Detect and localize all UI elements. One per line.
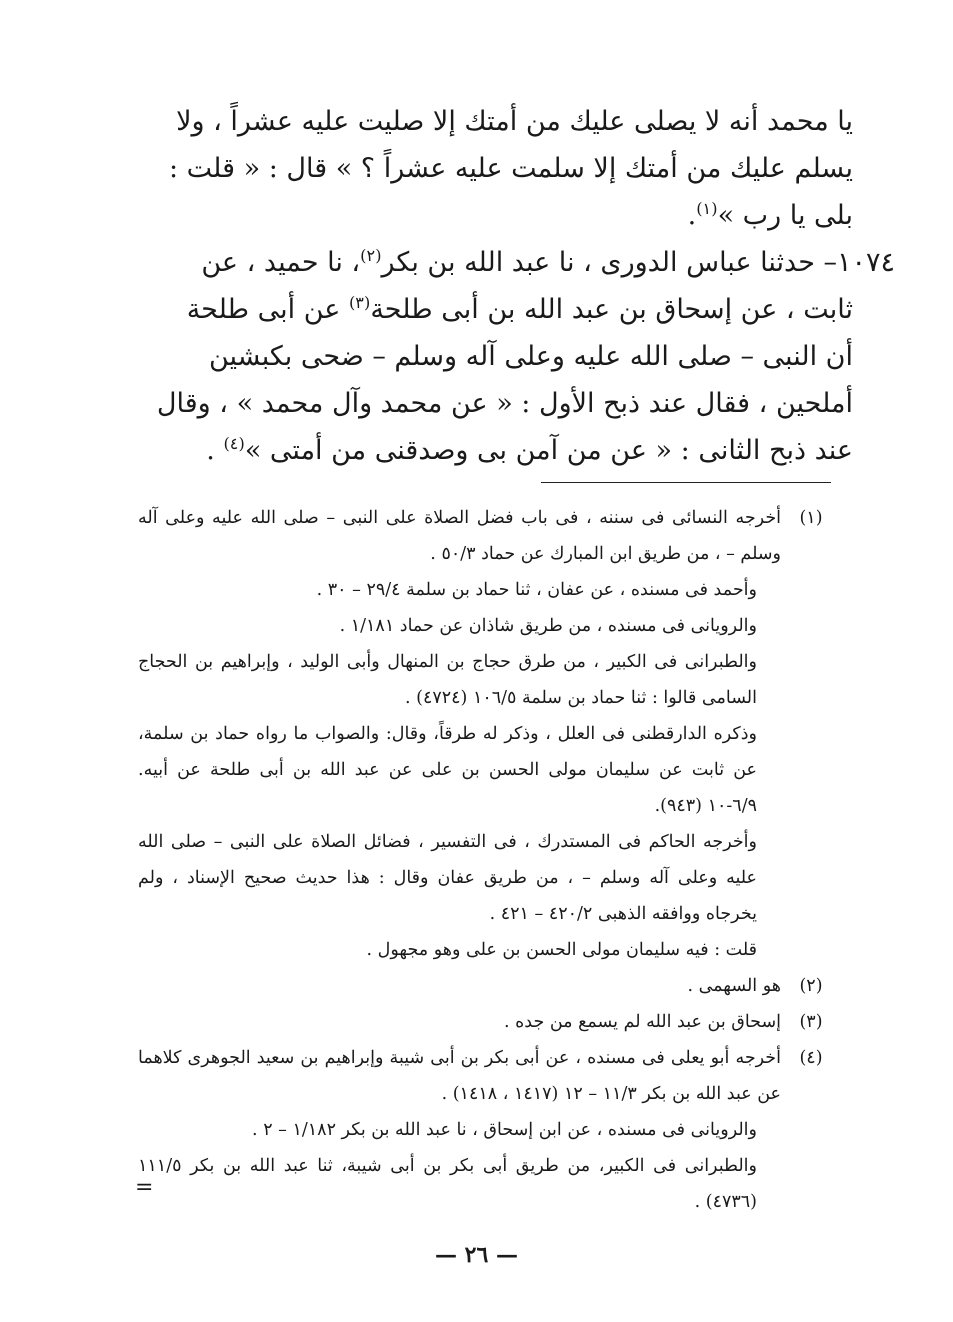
footnote-1 <box>138 500 833 968</box>
footnotes <box>138 500 833 1220</box>
main-line: يسلم عليك من أمتك إلا سلمت عليه عشراً ؟ » قال : « قلت : <box>168 153 853 184</box>
footnote-text: وذكره الدارقطنى فى العلل ، وذكر له طرقاً، وقال: والصواب ما رواه حماد بن سلمة، عن ثابت عن سليمان مولى الحسن بن على عن عبد الله بن أبى طلحة عن أبيه. ٦/٩-١٠ (٩٤٣). <box>138 724 757 816</box>
footnote-mark: (٣) <box>799 1012 823 1032</box>
main-line: بلى يا رب »$^{(١)}$. <box>687 199 853 231</box>
hadith-line: أن النبى – صلى الله عليه وعلى آله وسلم – ضحى بكبشين <box>208 341 853 372</box>
hadith-line: ١٠٧٤– حدثنا عباس الدورى ، نا عبد الله بن بكر$^{(٢)}$، نا حميد ، عن <box>201 246 895 278</box>
footnote-ref[interactable]: (١) <box>696 199 718 218</box>
footnote-separator <box>541 482 831 483</box>
footnote-text: وأحمد فى مسنده ، عن عفان ، ثنا حماد بن سلمة ٢٩/٤ – ٣٠ . <box>316 580 757 600</box>
footnote-ref[interactable]: (٣) <box>348 293 371 312</box>
footnote-4 <box>138 1040 833 1220</box>
footnote-text: أخرجه النسائى فى سننه ، فى باب فضل الصلاة على النبى – صلى الله عليه وعلى آله وسلم – ، من طريق ابن المبارك عن حماد ٥٠/٣ . <box>138 508 781 564</box>
footnote-text: وأخرجه الحاكم فى المستدرك ، فى التفسير ، فضائل الصلاة على النبى – صلى الله عليه وعلى آله وسلم – ، من طريق عفان وقال : هذا حديث صحيح الإسناد ، ولم يخرجاه ووافقه الذهبى ٤٢٠/٢ – ٤٢١ . <box>138 832 757 924</box>
hadith-line: أملحين ، فقال عند ذبح الأول : « عن محمد وآل محمد » ، وقال <box>156 388 853 419</box>
continuation-mark: = <box>135 1175 154 1200</box>
footnote-2 <box>138 968 833 1004</box>
hadith-line: عند ذبح الثانى : « عن من آمن بى وصدقنى من أمتى »$^{(٤)}$ . <box>206 434 853 466</box>
footnote-ref[interactable]: (٤) <box>223 434 245 453</box>
footnote-text: قلت : فيه سليمان مولى الحسن بن على وهو مجهول . <box>366 940 757 960</box>
footnote-mark: (١) <box>799 508 823 528</box>
hadith-line: ثابت ، عن إسحاق بن عبد الله بن أبى طلحة$^{(٣)}$ عن أبى طلحة <box>186 293 853 325</box>
footnote-text: والطبرانى فى الكبير ، من طرق حجاج بن المنهال وأبى الوليد ، وإبراهيم بن الحجاج السامى قالوا : ثنا حماد بن سلمة ١٠٦/٥ (٤٧٢٤) . <box>138 652 757 708</box>
footnote-ref[interactable]: (٢) <box>360 246 382 265</box>
footnote-text: والرويانى فى مسنده ، من طريق شاذان عن حماد ١/١٨١ . <box>339 616 757 636</box>
footnote-mark: (٤) <box>799 1048 823 1068</box>
hadith-number: ١٠٧٤– <box>823 247 895 278</box>
footnote-text: هو السهمى . <box>687 976 781 996</box>
footnote-text: والرويانى فى مسنده ، عن ابن إسحاق ، نا عبد الله بن بكر ١/١٨٢ – ٢ . <box>252 1120 757 1140</box>
footnote-mark: (٢) <box>799 976 823 996</box>
footnote-3 <box>138 1004 833 1040</box>
page-number: — ٢٦ — <box>435 1242 518 1268</box>
main-text <box>138 98 895 474</box>
footnote-text: أخرجه أبو يعلى فى مسنده ، عن أبى بكر بن أبى شيبة وإبراهيم بن سعيد الجوهرى كلاهما عن عبد الله بن بكر ١١/٣ – ١٢ (١٤١٧ ، ١٤١٨) . <box>138 1048 781 1104</box>
footnote-text: والطبرانى فى الكبير، من طريق أبى بكر بن أبى شيبة، ثنا عبد الله بن بكر ١١١/٥ (٤٧٣٦) . <box>138 1156 757 1212</box>
main-line: يا محمد أنه لا يصلى عليك من أمتك إلا صليت عليه عشراً ، ولا <box>176 106 853 137</box>
footnote-text: إسحاق بن عبد الله لم يسمع من جده . <box>503 1012 781 1032</box>
